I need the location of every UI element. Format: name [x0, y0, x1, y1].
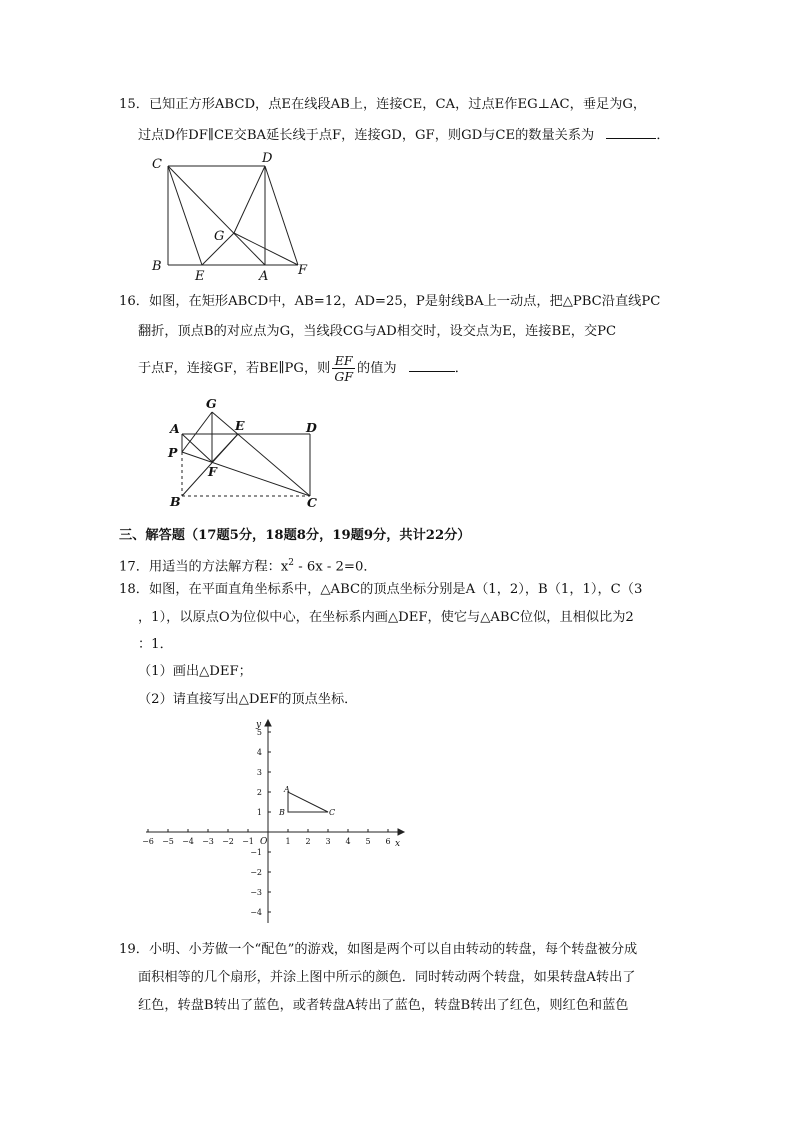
x-axis-label: x — [395, 839, 401, 849]
point-A-label: A — [284, 785, 290, 794]
q16-line-3 — [138, 352, 468, 386]
x-tick-label: 4 — [345, 837, 351, 846]
triangle-abc — [288, 792, 328, 812]
y-tick-label: 5 — [256, 728, 262, 737]
q15-line-2 — [138, 124, 670, 146]
x-tick-label: 3 — [325, 837, 331, 846]
q16-line-2: 翻折，顶点B的对应点为G，当线段CG与AD相交时，设交点为E，连接BE，交PC — [138, 324, 617, 339]
q17-exponent: 2 — [288, 558, 295, 568]
x-tick-label: −5 — [162, 837, 174, 846]
q16-label-E: E — [235, 418, 245, 433]
q16-label-A: A — [170, 421, 180, 436]
y-tick-label: −2 — [250, 868, 262, 877]
q15-label-B: B — [152, 259, 162, 274]
q19-line-3: 红色，转盘B转出了蓝色，或者转盘A转出了蓝色，转盘B转出了红色，则红色和蓝色 — [138, 998, 629, 1013]
q17-text-before: 17．用适当的方法解方程：x — [119, 559, 289, 575]
q15-label-A: A — [259, 269, 269, 284]
point-C-label: C — [329, 808, 336, 817]
y-axis-label: y — [256, 720, 262, 730]
point-B-label: B — [279, 808, 285, 817]
x-tick-label: 5 — [365, 837, 371, 846]
q16-fraction — [332, 353, 355, 384]
q15-label-D: D — [262, 151, 273, 166]
q16-label-P: P — [168, 445, 178, 460]
q15-line-1: 15．已知正方形ABCD，点E在线段AB上，连接CE，CA，过点E作EG⊥AC，垂足为G， — [119, 97, 647, 112]
q18-line-3: ：1． — [138, 637, 173, 652]
y-tick-label: 4 — [256, 748, 262, 757]
q18-sub-1: （1）画出△DEF； — [138, 664, 252, 679]
x-tick-label: −2 — [222, 837, 234, 846]
q16-line-1: 16．如图，在矩形ABCD中，AB=12，AD=25，P是射线BA上一动点，把△PBC沿直线PC — [119, 294, 661, 309]
x-tick-label: −4 — [182, 837, 194, 846]
q15-line-2-text: 过点D作DF∥CE交BA延长线于点F，连接GD，GF，则GD与CE的数量关系为 — [138, 128, 595, 143]
q19-line-1: 19．小明、小芳做一个“配色”的游戏，如图是两个可以自由转动的转盘，每个转盘被分成 — [119, 942, 638, 957]
origin-label: O — [260, 837, 268, 847]
y-tick-label: −3 — [250, 888, 262, 897]
x-tick-label: −1 — [242, 837, 254, 846]
x-tick-label: 1 — [285, 837, 291, 846]
q15-label-F: F — [298, 263, 308, 278]
q16-label-D: D — [306, 420, 317, 435]
x-tick-label: 6 — [385, 837, 391, 846]
q16-frac-denominator: GF — [334, 369, 354, 384]
q15-label-G: G — [214, 229, 225, 244]
y-tick-label: −4 — [250, 908, 262, 917]
q15-label-C: C — [152, 157, 162, 172]
q18-coordinate-plane — [140, 718, 410, 928]
y-tick-label-group — [250, 728, 262, 917]
y-tick-label: 1 — [256, 808, 262, 817]
q16-answer-blank[interactable] — [409, 357, 455, 372]
section-3-heading: 三、解答题（17题5分，18题8分，19题9分，共计22分） — [119, 528, 471, 543]
q19-line-2: 面积相等的几个扇形，并涂上图中所示的颜色．同时转动两个转盘，如果转盘A转出了 — [138, 970, 636, 985]
x-tick-label: 2 — [305, 837, 311, 846]
q15-figure — [150, 148, 315, 284]
q16-line-3-before: 于点F，连接GF，若BE∥PG，则 — [138, 361, 331, 376]
q16-label-C: C — [307, 495, 317, 510]
q16-frac-numerator: EF — [332, 353, 355, 369]
q16-label-B: B — [170, 494, 181, 509]
q16-label-G: G — [206, 396, 217, 411]
x-tick-label: −6 — [142, 837, 154, 846]
q15-end-mark: ． — [656, 128, 670, 143]
x-tick-label: −3 — [202, 837, 214, 846]
q15-label-E: E — [195, 269, 205, 284]
q18-line-1: 18．如图，在平面直角坐标系中，△ABC的顶点坐标分别是A（1，2），B（1，1），C（3 — [119, 582, 643, 597]
q16-figure — [162, 396, 327, 511]
q15-answer-blank[interactable] — [606, 124, 656, 139]
y-tick-label: −1 — [250, 848, 262, 857]
q17-line — [119, 553, 377, 577]
y-tick-label: 3 — [256, 768, 262, 777]
q16-end-mark: ． — [454, 361, 468, 376]
q18-sub-2: （2）请直接写出△DEF的顶点坐标． — [138, 692, 358, 707]
q18-line-2: ，1），以原点O为位似中心，在坐标系内画△DEF，使它与△ABC位似，且相似比为2 — [138, 610, 634, 625]
q16-label-F: F — [208, 464, 217, 479]
q17-text-after: - 6x - 2=0． — [294, 559, 377, 575]
y-tick-label: 2 — [256, 788, 262, 797]
q16-line-3-after: 的值为 — [357, 361, 397, 376]
